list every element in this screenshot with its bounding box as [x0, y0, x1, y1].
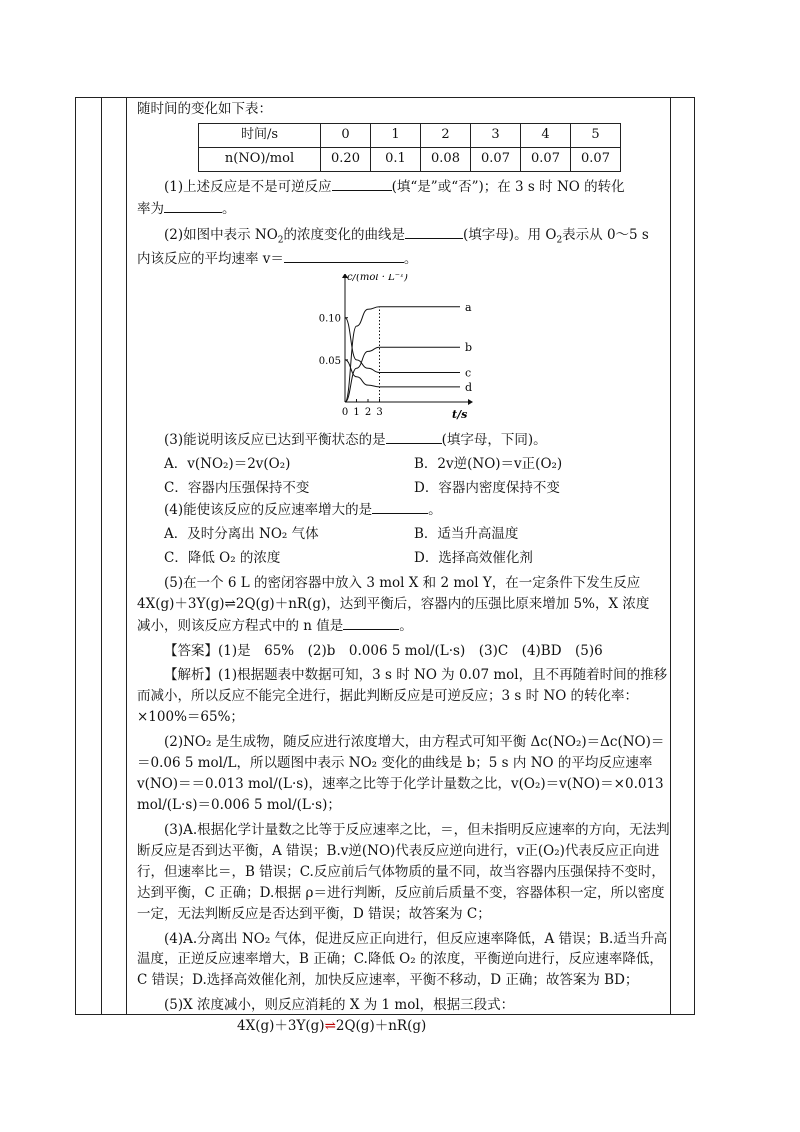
table-header-cell: 时间/s [199, 123, 321, 147]
q3-text: (3)能说明该反应已达到平衡状态的是 [164, 432, 386, 449]
option-a: A．v(NO₂)＝2v(O₂) [164, 456, 291, 473]
option-d: D．选择高效催化剂 [414, 549, 533, 566]
series-label: b [465, 341, 473, 355]
series-label: c [465, 366, 472, 380]
table-row [199, 147, 621, 171]
q1-text: 率为 [137, 200, 164, 217]
x-axis-label: t/s [452, 408, 468, 421]
q2-text: (填字母)。用 O [463, 226, 557, 243]
answer-blank [343, 615, 399, 630]
q1-text: 。 [222, 200, 236, 217]
series-line-b [345, 348, 460, 403]
answer-blank [386, 429, 442, 444]
y-tick-label: 0.10 [318, 314, 341, 326]
table-cell: 0.07 [471, 147, 521, 171]
table-row [199, 123, 621, 147]
q2-text: 的浓度变化的曲线是 [283, 226, 406, 243]
option-c: C．降低 O₂ 的浓度 [164, 549, 281, 566]
column-divider [126, 98, 127, 1014]
q5-text: 减小，则该反应方程式中的 n 值是 [137, 617, 344, 634]
question-1-cont [137, 198, 671, 220]
q5-text: 。 [399, 617, 413, 634]
analysis-paragraph: (5)X 浓度减小，则反应消耗的 X 为 1 mol，根据三段式： [164, 997, 515, 1014]
table-cell: 0.20 [321, 147, 371, 171]
question-3 [137, 429, 671, 451]
series-line-a [345, 307, 460, 402]
table-header-cell: 3 [471, 123, 521, 147]
question-2: (2)如图中表示 $NO_2$的浓度变化的曲线是 (填字母)。用 $O_2$表示从 0～5 s [137, 224, 671, 249]
equilibrium-arrow-icon: ⇌ [324, 1018, 336, 1035]
x-tick-label: 0 [341, 407, 349, 419]
series-label: a [465, 301, 472, 315]
option-c: C．容器内压强保持不变 [164, 480, 310, 497]
analysis-paragraph: (4)A.分离出 NO₂ 气体，促进反应正向进行，但反应速率降低，A 错误；B.适当升高温度，正逆反应速率增大，B 正确；C.降低 O₂ 的浓度，平衡逆向进行，反应速率降低，C 错误；D.选择高效催化剂，加快反应速率，平衡不移动，D 正确；故答案为 BD； [137, 930, 668, 989]
y-tick-label: 0.05 [318, 356, 341, 368]
analysis-paragraph: 【解析】(1)根据题表中数据可知，3 s 时 NO 为 0.07 mol，且不再随着时间的推移而减小，所以反应不能完全进行，据此判断反应是可逆反应；3 s 时 NO 的转化率：×100%＝65%； [137, 667, 668, 726]
table-header-cell: 1 [371, 123, 421, 147]
table-cell: 0.1 [371, 147, 421, 171]
concentration-time-chart [317, 274, 477, 420]
intro-text: 随时间的变化如下表： [137, 101, 272, 117]
table-header-cell: 0 [321, 123, 371, 147]
question-1 [137, 176, 671, 198]
q4-options [164, 524, 671, 545]
option-d: D．容器内密度保持不变 [414, 480, 560, 497]
answer-blank [372, 499, 428, 514]
q4-text: 。 [428, 502, 442, 518]
analysis-paragraph: (2)NO₂ 是生成物，随反应进行浓度增大，由方程式可知平衡 Δc(NO₂)＝Δc(NO)＝＝0.06 5 mol/L，所以题图中表示 NO₂ 变化的曲线是 b；5 s 内 NO 的平均反应速率 v(NO)＝＝0.013 mol/(L·s)，速率之比等于化学计量数之比，v(O₂)＝v(NO)＝×0.013 mol/(L·s)＝0.006 5 mol/(L·s)； [137, 734, 665, 813]
table-cell: 0.07 [571, 147, 621, 171]
question-2-cont [137, 248, 671, 270]
option-b: B．2v逆(NO)＝v正(O₂) [414, 456, 563, 473]
q1-text: (1)上述反应是不是可逆反应 [164, 178, 332, 195]
q4-text: (4)能使该反应的反应速率增大的是 [164, 502, 373, 518]
no-amount-table [198, 123, 621, 172]
equation-right: 2Q(g)＋nR(g) [335, 1018, 427, 1035]
table-header-cell: 4 [521, 123, 571, 147]
question-4 [137, 499, 671, 521]
question-5-cont [137, 615, 671, 637]
q1-text: (填“是”或“否”)；在 3 s 时 NO 的转化 [391, 178, 625, 195]
answer-blank [332, 176, 392, 191]
q2-text: 表示从 0～5 s [562, 226, 649, 243]
q3-options [164, 478, 671, 499]
content-column [137, 99, 671, 1037]
series-line-c [345, 318, 460, 373]
equation-left: 4X(g)＋3Y(g) [237, 1018, 325, 1035]
series-label: d [465, 381, 473, 395]
y-axis-label: c/(mol · L⁻¹) [347, 274, 408, 284]
table-header-cell: 5 [571, 123, 621, 147]
table-row-label: n(NO)/mol [199, 147, 321, 171]
table-cell: 0.08 [421, 147, 471, 171]
answer-blank [405, 224, 463, 239]
answer-blank [164, 198, 222, 213]
q2-text: 。 [403, 251, 418, 268]
question-5-cont: 4X(g)＋3Y(g)⇌2Q(g)＋nR(g)，达到平衡后，容器内的压强比原来增加 5%，X 浓度 [137, 595, 650, 612]
q3-text: (填字母，下同)。 [441, 432, 547, 449]
answer-blank [284, 248, 404, 263]
question-5: (5)在一个 6 L 的密闭容器中放入 3 mol X 和 2 mol Y，在一定条件下发生反应 [164, 574, 641, 591]
q3-options [164, 454, 671, 475]
q4-options [164, 548, 671, 569]
x-axis-arrow-icon [468, 399, 473, 405]
option-a: A．及时分离出 NO₂ 气体 [164, 525, 319, 542]
analysis-paragraph: (3)A.根据化学计量数之比等于反应速率之比，＝，但未指明反应速率的方向，无法判断反应是否到达平衡，A 错误；B.v逆(NO)代表反应逆向进行，v正(O₂)代表反应正向进行，但速率比＝，B 错误；C.反应前后气体物质的量不同，故当容器内压强保持不变时，达到平衡，C 正确；D.根据 ρ＝进行判断，反应前后质量不变，容器体积一定，所以密度一定，无法判断反应是否达到平衡，D 错误；故答案为 C； [137, 821, 670, 922]
x-tick-label: 1 [353, 407, 360, 419]
column-divider [101, 98, 102, 1014]
table-cell: 0.07 [521, 147, 571, 171]
table-header-cell: 2 [421, 123, 471, 147]
x-tick-label: 3 [376, 407, 383, 419]
answer-line: 【答案】(1)是 65% (2)b 0.006 5 mol/(L·s) (3)C (4)BD (5)6 [164, 642, 603, 659]
q2-text: (2)如图中表示 NO [164, 226, 278, 243]
option-b: B．适当升高温度 [414, 525, 519, 542]
q2-text: 内该反应的平均速率 v＝ [137, 251, 284, 268]
x-tick-label: 2 [364, 407, 372, 419]
final-equation [237, 1016, 671, 1037]
